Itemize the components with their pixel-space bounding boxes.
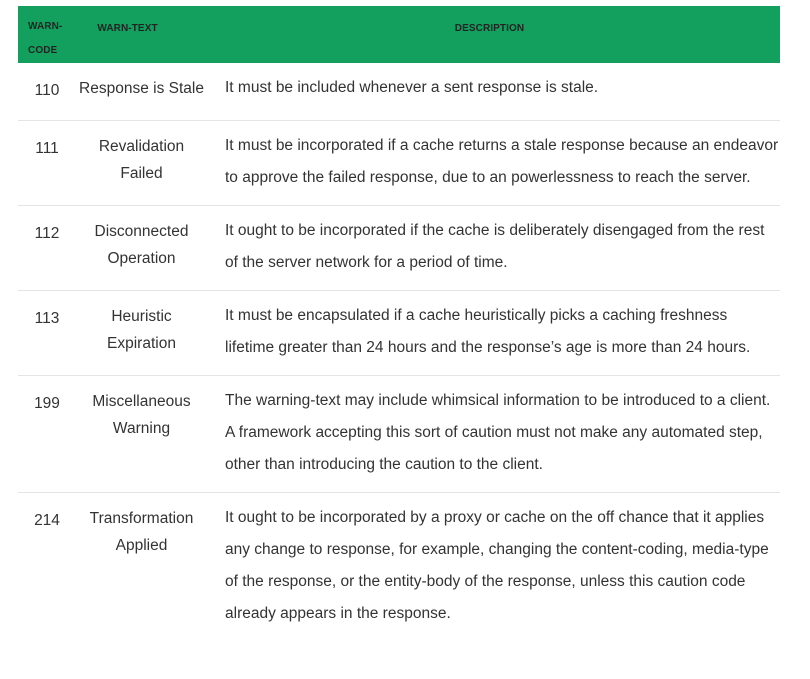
header-description: DESCRIPTION <box>454 23 525 34</box>
cell-code: 112 <box>18 206 76 291</box>
cell-code: 214 <box>34 512 60 529</box>
cell-description: It ought to be incorporated by a proxy or cache on the off chance that it applies any change to response, for example, changing the content-coding, media-type of the response, or the entity-body of the response, unless this caution code already appears in the response. <box>225 509 769 622</box>
table-row <box>18 291 780 376</box>
cell-description: It ought to be incorporated if the cache is deliberately disengaged from the rest of the server network for a period of time. <box>207 206 780 291</box>
table-row <box>18 63 780 121</box>
warn-code-table <box>18 6 780 641</box>
cell-warn-text: Revalidation Failed <box>76 121 207 206</box>
cell-code: 199 <box>18 376 76 493</box>
table-row <box>18 121 780 206</box>
cell-code: 110 <box>18 63 76 121</box>
header-warn-code: WARN-CODE <box>28 21 63 56</box>
table-row <box>18 206 780 291</box>
cell-description: The warning-text may include whimsical information to be introduced to a client. A framework accepting this sort of caution must not make any automated step, other than introducing the caution to the client. <box>207 376 780 493</box>
cell-code: 111 <box>18 121 76 206</box>
cell-warn-text: Transformation Applied <box>89 510 194 554</box>
warn-code-table-container <box>18 6 780 641</box>
cell-warn-text: Response is Stale <box>76 63 207 121</box>
cell-description: It must be encapsulated if a cache heuristically picks a caching freshness lifetime greater than 24 hours and the response’s age is more than 24 hours. <box>207 291 780 376</box>
cell-warn-text: Miscellaneous Warning <box>76 376 207 493</box>
cell-warn-text: Disconnected Operation <box>76 206 207 291</box>
cell-description: It must be included whenever a sent response is stale. <box>207 63 780 121</box>
table-row <box>18 493 780 642</box>
table-body <box>18 63 780 641</box>
cell-description: It must be incorporated if a cache returns a stale response because an endeavor to approve the failed response, due to an powerlessness to reach the server. <box>207 121 780 206</box>
table-row <box>18 376 780 493</box>
cell-warn-text: Heuristic Expiration <box>76 291 207 376</box>
table-header <box>18 6 780 63</box>
header-warn-text: WARN-TEXT <box>97 23 158 34</box>
cell-code: 113 <box>18 291 76 376</box>
header-row <box>18 6 780 63</box>
